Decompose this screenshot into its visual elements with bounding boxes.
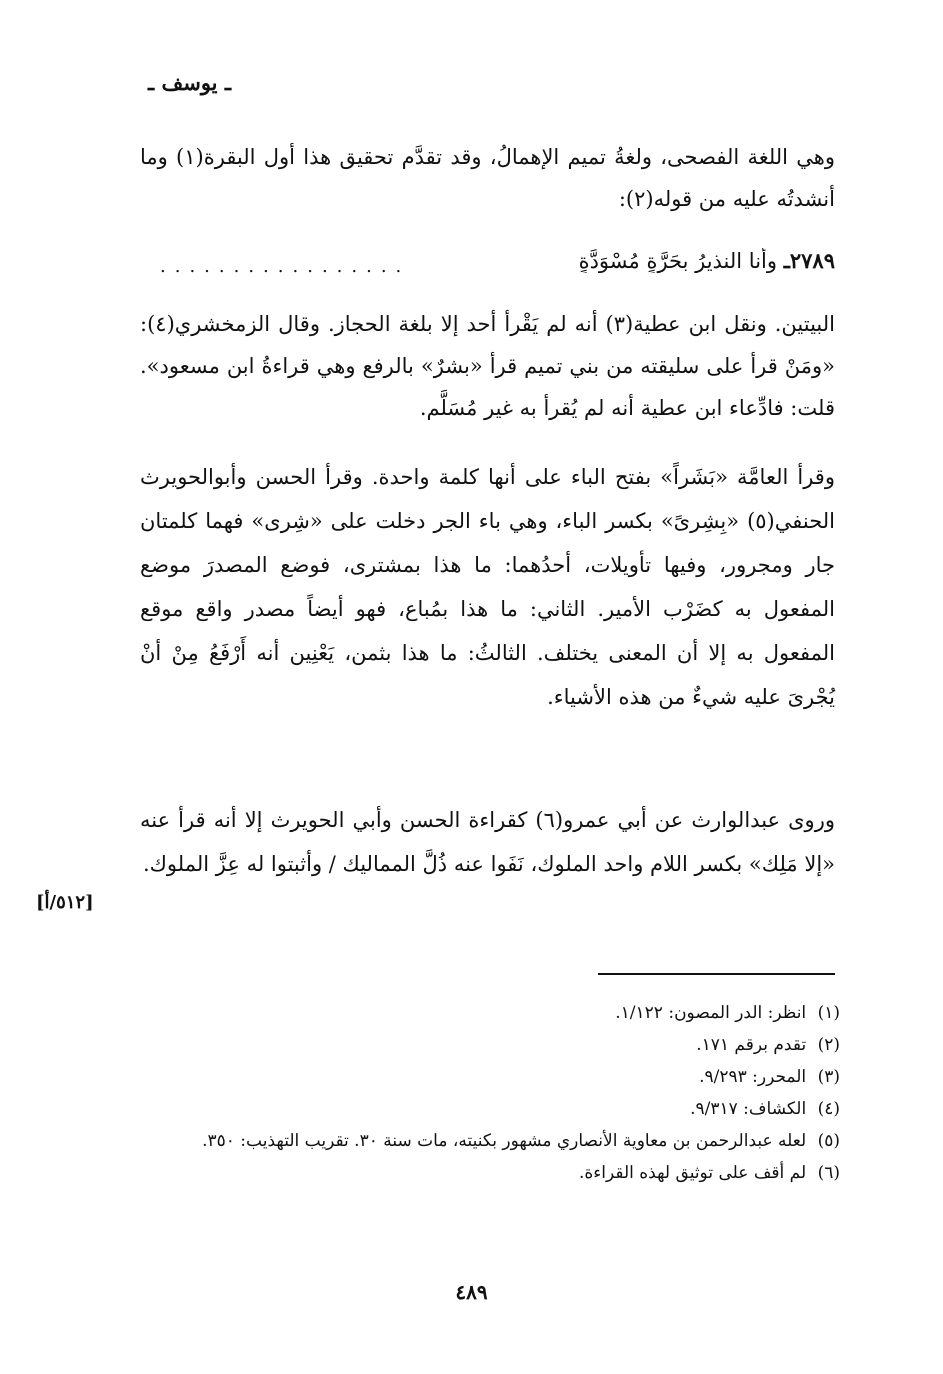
paragraph-4: وروى عبدالوارث عن أبي عمرو(٦) كقراءة الحسن وأبي الحويرث إلا أنه قرأ عنه «إلا مَلِك» بكسر اللام واحد الملوك، نَفَوا عنه ذُلَّ المماليك / وأثبتوا له عِزَّ الملوك. [140, 808, 835, 876]
verse-text: وأنا النذيرُ بحَرَّةٍ مُسْوَدَّةٍ [578, 249, 778, 273]
footnote-text: لم أقف على توثيق لهذه القراءة. [578, 1163, 807, 1183]
footnote-6 [140, 1157, 840, 1189]
verse-ellipsis: ................. [160, 256, 410, 277]
paragraph-2: البيتين. ونقل ابن عطية(٣) أنه لم يَقْرأ أحد إلا بلغة الحجاز. وقال الزمخشري(٤): «ومَنْ قرأ على سليقته من بني تميم قرأ «بشرٌ» بالرفع وهي قراءةُ ابن مسعود». قلت: فادِّعاء ابن عطية أنه لم يُقرأ به غير مُسَلَّم. [140, 312, 835, 420]
footnote-number: (٤) [817, 1099, 840, 1119]
page-number: ٤٨٩ [455, 1280, 488, 1304]
manuscript-folio-reference: [٥١٢/أ] [36, 892, 94, 913]
footnote-text: الكشاف: ٩/٣١٧. [690, 1099, 807, 1119]
footnote-text: لعله عبدالرحمن بن معاوية الأنصاري مشهور بكنيته، مات سنة ٣٠. تقريب التهذيب: ٣٥٠. [202, 1131, 807, 1151]
footnote-3 [140, 1061, 840, 1093]
footnote-number: (٢) [817, 1035, 840, 1055]
footnote-text: المحرر: ٩/٢٩٣. [699, 1067, 807, 1087]
footnotes [140, 997, 840, 1189]
verse-number: ٢٧٨٩ـ [783, 248, 835, 273]
footnote-number: (١) [817, 1003, 840, 1023]
running-header: ـ يوسف ـ [148, 70, 231, 95]
footnote-2 [140, 1029, 840, 1061]
footnote-number: (٦) [817, 1163, 840, 1183]
footnote-number: (٣) [817, 1067, 840, 1087]
footnote-1 [140, 997, 840, 1029]
footnote-4 [140, 1093, 840, 1125]
footnote-separator [598, 973, 835, 975]
paragraph-3: وقرأ العامَّة «بَشَراً» بفتح الباء على أنها كلمة واحدة. وقرأ الحسن وأبوالحويرث الحنفي(٥) «بِشِرىً» بكسر الباء، وهي باء الجر دخلت على «شِرى» فهما كلمتان جار ومجرور، وفيها تأويلات، أحدُهما: ما هذا بمشترى، فوضع المصدرَ موضع المفعول به كضَرْب الأمير. الثاني: ما هذا بمُباع، فهو أيضاً مصدر واقع موقع المفعول به إلا أن المعنى يختلف. الثالثُ: ما هذا بثمن، يَعْنِين أنه أَرْفَعُ مِنْ أنْ يُجْرىَ عليه شيءٌ من هذه الأشياء. [140, 465, 835, 709]
footnote-text: تقدم برقم ١٧١. [696, 1035, 807, 1055]
paragraph-1: وهي اللغة الفصحى، ولغةُ تميم الإهمالُ، وقد تقدَّم تحقيق هذا أول البقرة(١) وما أنشدتُه عليه من قوله(٢): [140, 145, 835, 211]
footnote-5 [140, 1125, 840, 1157]
footnote-number: (٥) [817, 1131, 840, 1151]
footnote-text: انظر: الدر المصون: ١/١٢٢. [615, 1003, 807, 1023]
